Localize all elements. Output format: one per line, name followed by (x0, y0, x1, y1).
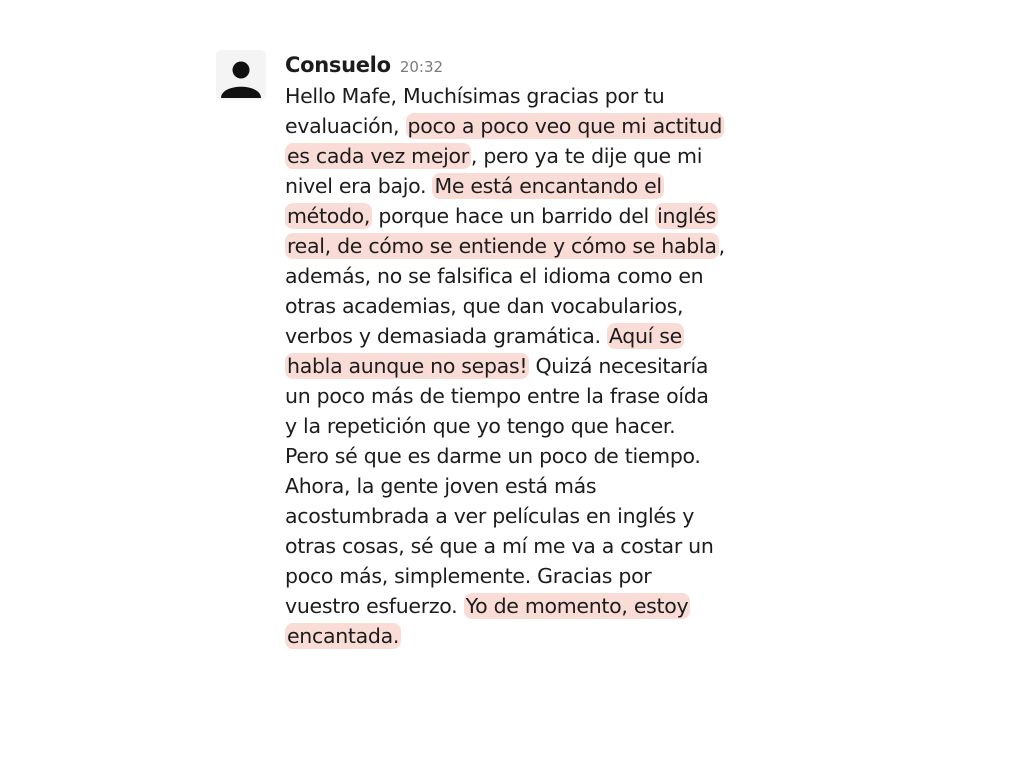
highlighted-text: Me está encantando el método, (287, 174, 662, 228)
author-name[interactable]: Consuelo (285, 53, 391, 77)
message-text-segment: Hello Mafe, Muchísimas gracias por tu evaluación, (285, 84, 665, 138)
highlighted-text: inglés real, de cómo se entiende y cómo se habla (287, 204, 717, 258)
message-text-segment: porque hace un barrido del (372, 204, 656, 228)
message-text-segment: Quizá necesitaría un poco más de tiempo entre la frase oída y la repetición que yo tengo que hacer. Pero sé que es darme un poco de tiempo. Ahora, la gente joven está más acostumbrada a ver películas en inglés y otras cosas, sé que a mí me va a costar un poco más, simplemente. Gracias por vuestro esfuerzo. (285, 354, 714, 618)
message-header (285, 50, 725, 80)
message-content (285, 50, 725, 651)
message-timestamp[interactable]: 20:32 (399, 58, 444, 76)
message-text-segment: , además, no se falsifica el idioma como en otras academias, que dan vocabularios, verbos y demasiada gramática. (285, 234, 725, 348)
message-body (285, 81, 725, 651)
highlighted-text: Yo de momento, estoy encantada. (287, 594, 689, 648)
avatar[interactable] (216, 50, 266, 100)
user-silhouette-icon (216, 50, 266, 100)
highlighted-text: Aquí se habla aunque no sepas! (287, 324, 682, 378)
message-text-segment: , pero ya te dije que mi nivel era bajo. (285, 144, 703, 198)
highlighted-text: poco a poco veo que mi actitud es cada vez mejor (287, 114, 723, 168)
